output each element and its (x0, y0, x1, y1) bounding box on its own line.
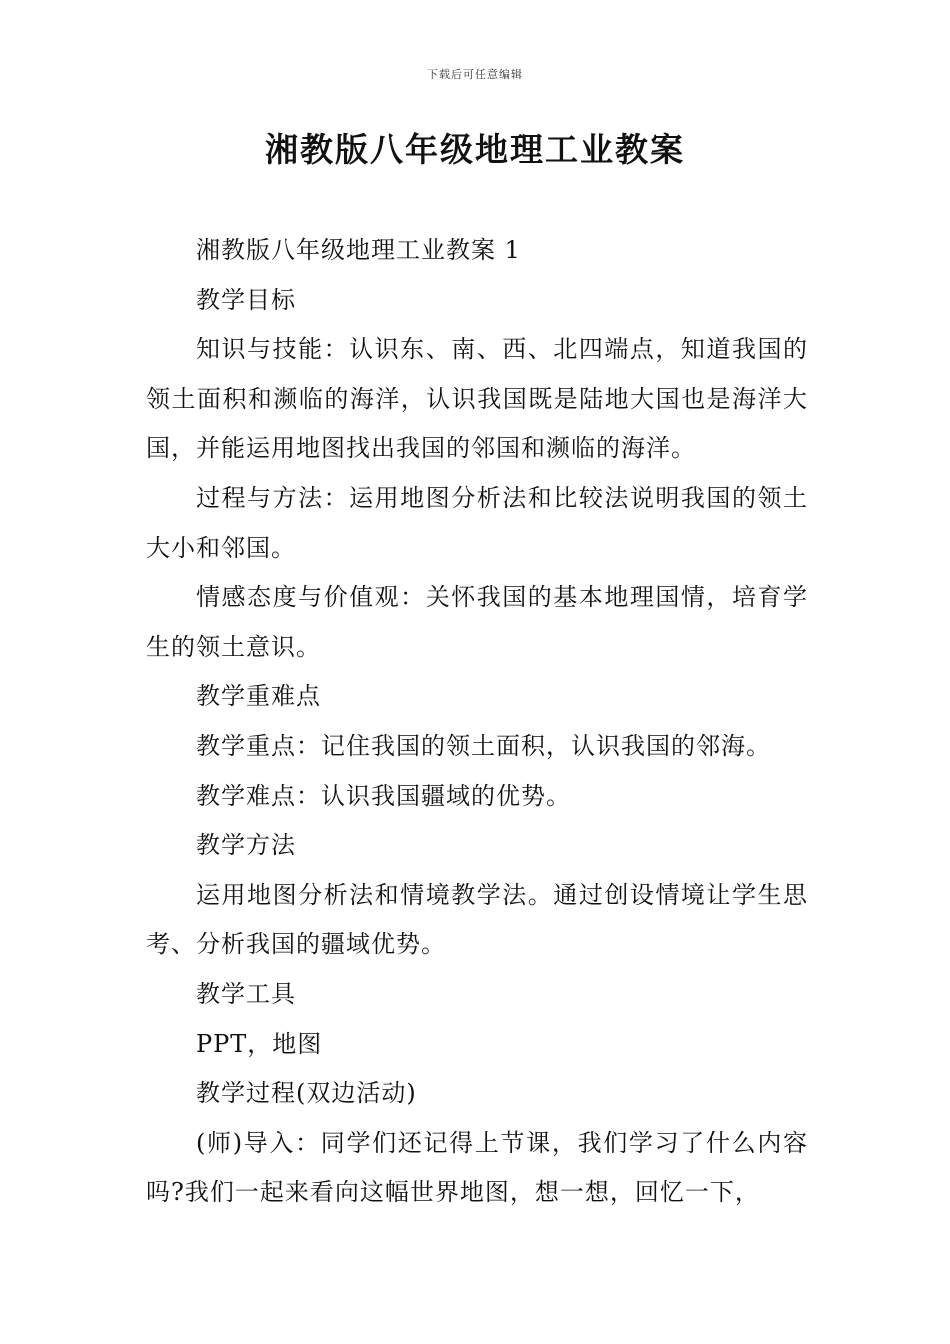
heading-teaching-method: 教学方法 (196, 831, 296, 860)
heading-key-difficult-points: 教学重难点 (196, 682, 321, 711)
paragraph-emotion-values: 情感态度与价值观：关怀我国的基本地理国情，培育学生的领土意识。 (146, 583, 808, 661)
document-title: 湘教版八年级地理工业教案 (265, 130, 685, 169)
document-body (146, 226, 808, 1218)
heading-teaching-process: 教学过程(双边活动) (196, 1079, 417, 1108)
heading-teaching-goals: 教学目标 (196, 285, 296, 314)
section-heading: 湘教版八年级地理工业教案 1 (196, 236, 521, 264)
paragraph-teaching-method: 运用地图分析法和情境教学法。通过创设情境让学生思考、分析我国的疆域优势。 (146, 880, 808, 959)
paragraph-key-point: 教学重点：记住我国的领土面积，认识我国的邻海。 (196, 731, 771, 760)
heading-teaching-tools: 教学工具 (196, 979, 296, 1008)
paragraph-difficult-point: 教学难点：认识我国疆域的优势。 (196, 781, 571, 810)
paragraph-process-method: 过程与方法：运用地图分析法和比较法说明我国的领土大小和邻国。 (146, 483, 808, 562)
header-note: 下载后可任意编辑 (427, 68, 523, 81)
paragraph-introduction: (师)导入：同学们还记得上节课，我们学习了什么内容吗?我们一起来看向这幅世界地图，想一想，回忆一下， (146, 1128, 808, 1207)
paragraph-teaching-tools: PPT，地图 (196, 1029, 323, 1058)
paragraph-knowledge-skills: 知识与技能：认识东、南、西、北四端点，知道我国的领土面积和濒临的海洋，认识我国既是陆地大国也是海洋大国，并能运用地图找出我国的邻国和濒临的海洋。 (146, 335, 808, 463)
